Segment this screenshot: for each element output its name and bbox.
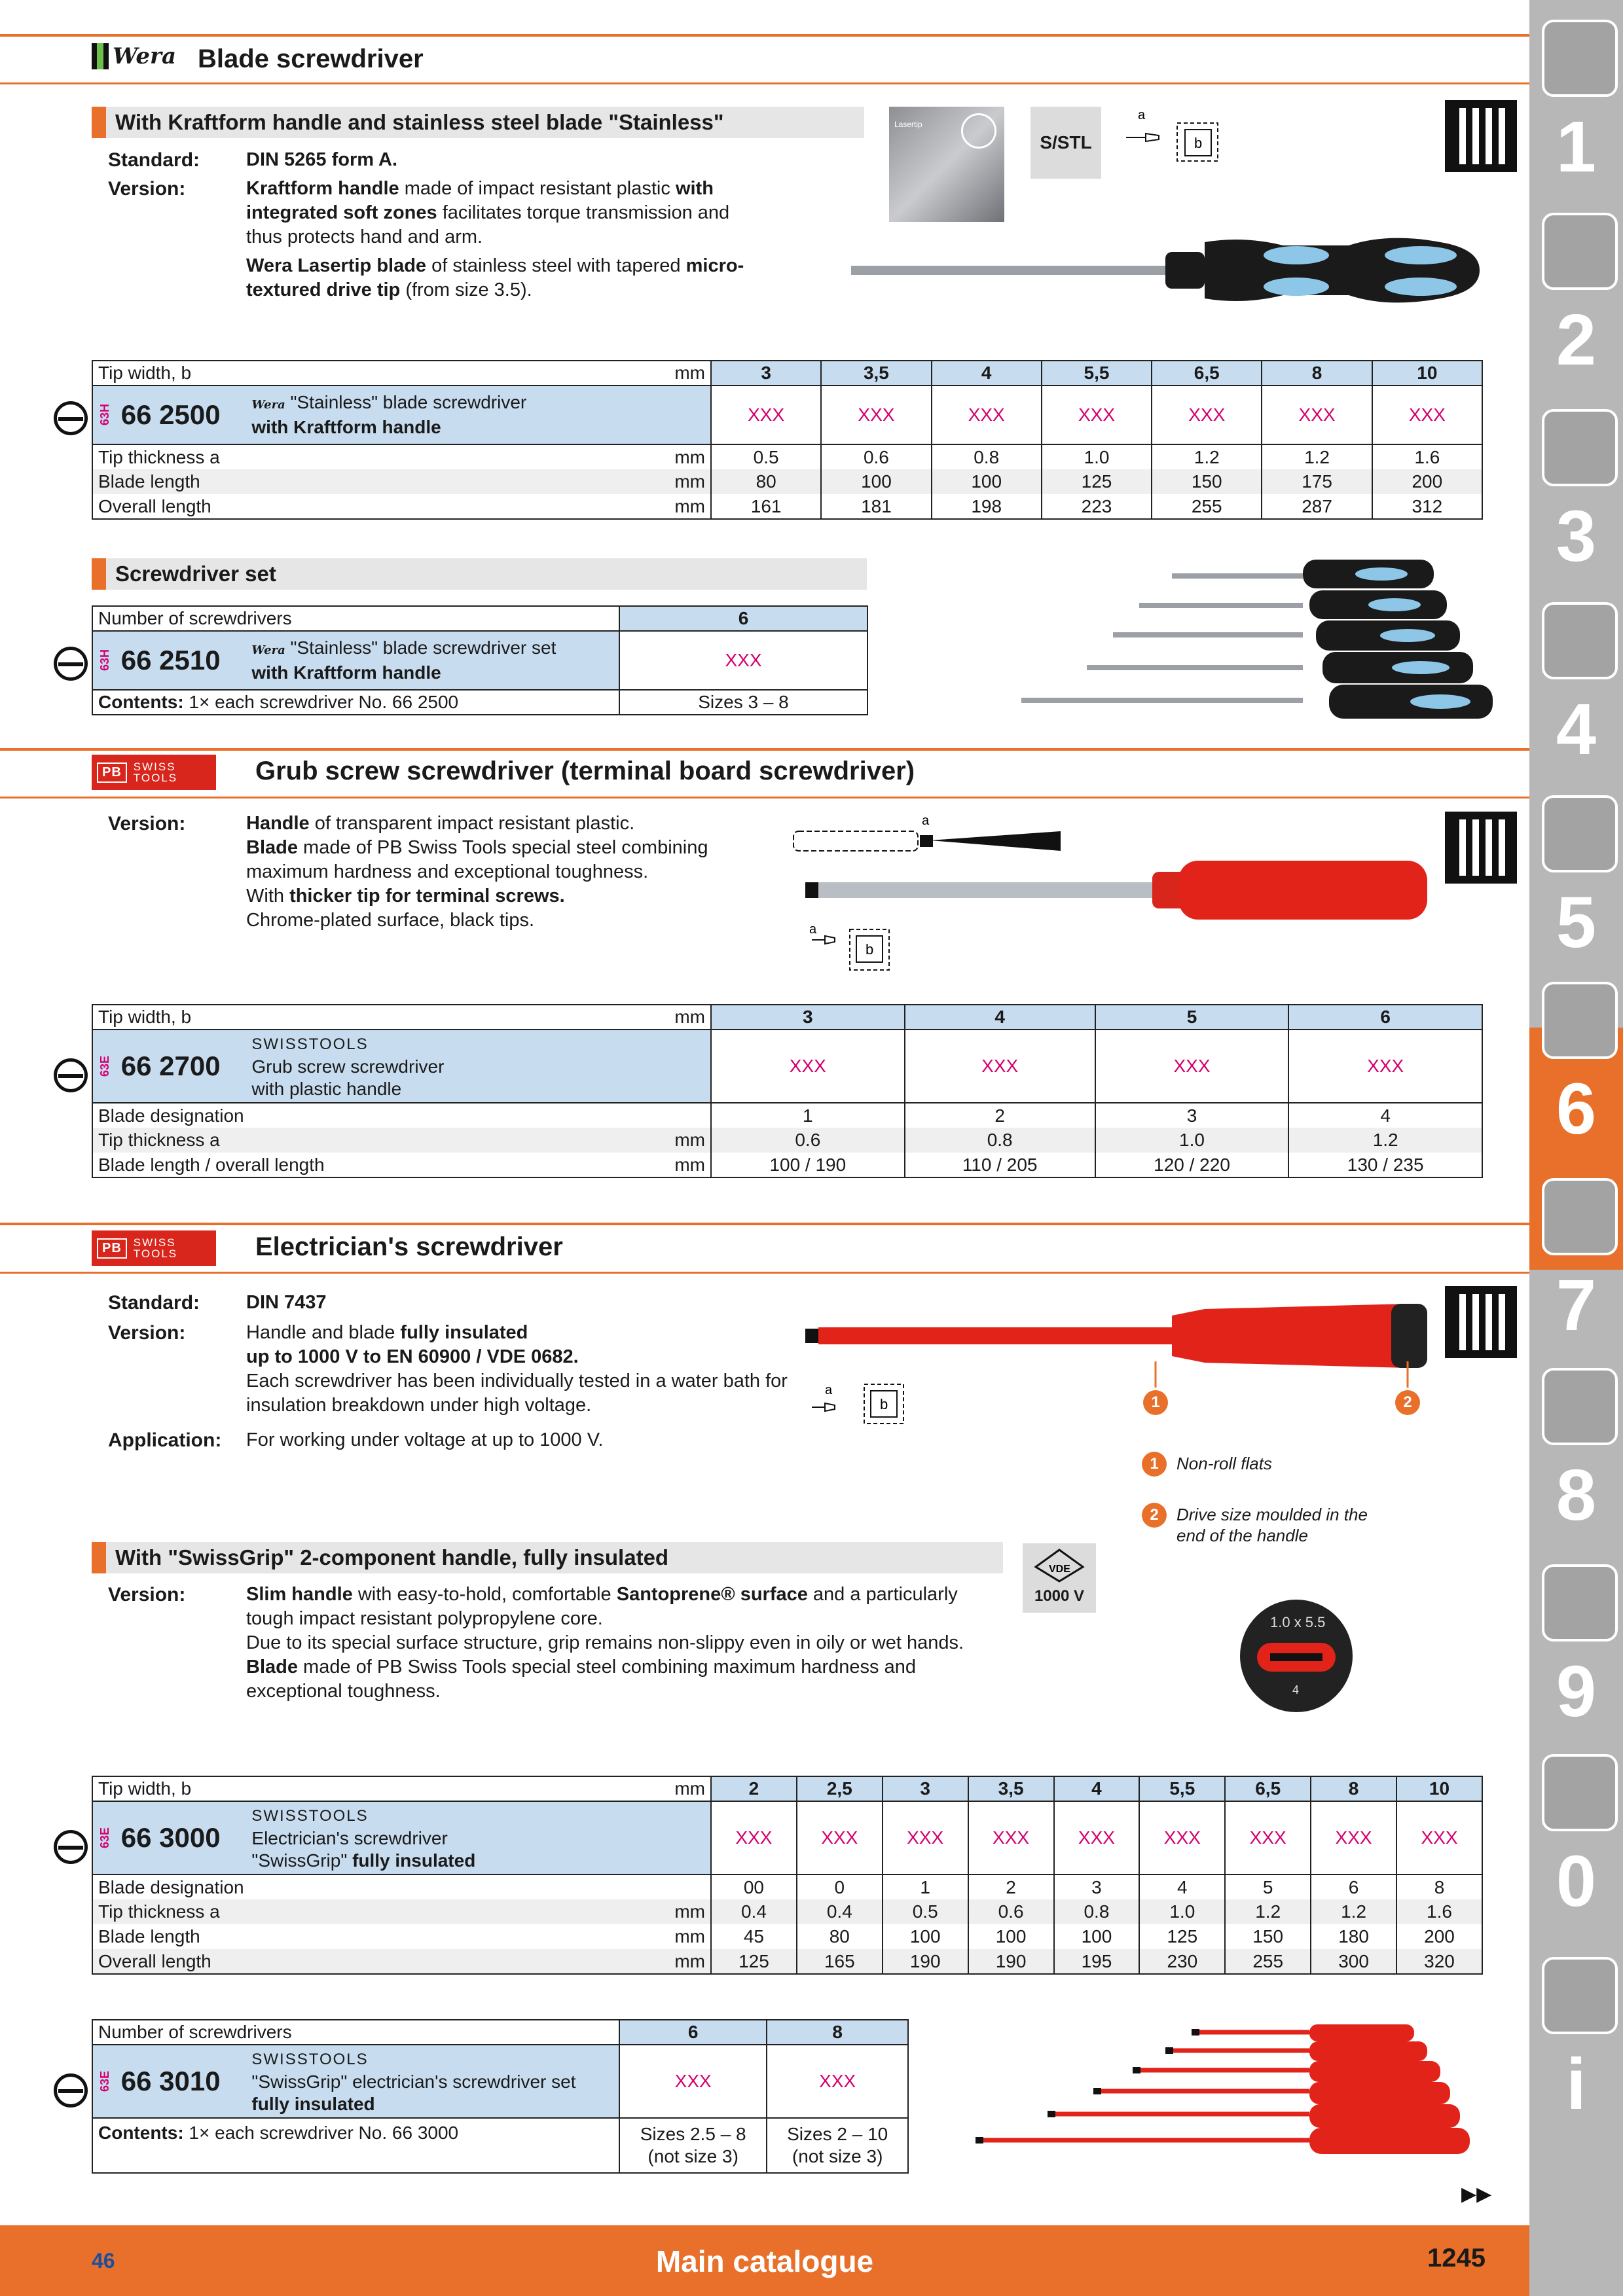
spec-value: 190 [968, 1949, 1054, 1974]
version-text: Handle and blade fully insulated up to 1000 V to EN 60900 / VDE 0682. Each screwdriver has been individually tested in a water bath for insulation breakdown under high voltage. [246, 1322, 788, 1416]
spec-value: 1.6 [1372, 444, 1482, 469]
note-1-text: Non-roll flats [1176, 1454, 1272, 1473]
spec-value: 100 [932, 469, 1042, 494]
spec-value: 165 [797, 1949, 883, 1974]
price: XXX [797, 1801, 883, 1874]
spec-value: 320 [1396, 1949, 1482, 1974]
wera-set-image [1008, 550, 1506, 733]
spec-value: 0 [797, 1874, 883, 1899]
spec-value: 0.5 [711, 444, 821, 469]
product-desc-2: fully insulated [251, 2094, 375, 2114]
product-code: 66 2500 [120, 399, 221, 430]
spec-label: Blade length / overall length [92, 1153, 619, 1177]
spec-value: 3 [1095, 1103, 1289, 1128]
price: XXX [1372, 386, 1482, 444]
price: XXX [1262, 386, 1372, 444]
spec-value: 120 / 220 [1095, 1153, 1289, 1177]
price: XXX [1042, 386, 1152, 444]
spec-unit [619, 1103, 711, 1128]
footer-bar [0, 2225, 1529, 2296]
spec-value: 0.6 [821, 444, 931, 469]
chapter-icon-5[interactable] [1542, 795, 1618, 872]
sizes-cell: Sizes 2.5 – 8 (not size 3) [619, 2118, 767, 2173]
chapter-tab-6[interactable]: 6 [1556, 1069, 1597, 1149]
spec-row [92, 1899, 1482, 1924]
standard-label: Standard: [108, 149, 200, 171]
svg-text:b: b [880, 1396, 888, 1412]
table-66-2510 [92, 605, 868, 715]
size-col: 4 [932, 361, 1042, 386]
svg-text:4: 4 [1292, 1683, 1300, 1696]
section-title-blade: Blade screwdriver [198, 45, 424, 73]
product-cell [92, 2045, 619, 2118]
chapter-tab-7[interactable]: 7 [1556, 1265, 1597, 1346]
chapter-icon-9[interactable] [1542, 1564, 1618, 1641]
chapter-tab-i[interactable]: i [1566, 2044, 1586, 2125]
spec-value: 0.8 [1054, 1899, 1140, 1924]
svg-text:1.0 x 5.5: 1.0 x 5.5 [1270, 1614, 1326, 1630]
chapter-tab-1[interactable]: 1 [1556, 107, 1597, 187]
rule [0, 1223, 1529, 1225]
size-col: 2,5 [797, 1776, 883, 1801]
spec-value: 287 [1262, 494, 1372, 519]
spec-label: Tip thickness a [92, 444, 619, 469]
spec-value: 0.8 [905, 1128, 1095, 1153]
spec-label: Tip thickness a [92, 1128, 619, 1153]
chapter-tab-4[interactable]: 4 [1556, 689, 1597, 770]
sizes-cell: Sizes 2 – 10 (not size 3) [767, 2118, 908, 2173]
standard-value: DIN 7437 [246, 1292, 327, 1313]
spec-row [92, 1103, 1482, 1128]
price: XXX [1054, 1801, 1140, 1874]
size-col: 8 [1262, 361, 1372, 386]
price: XXX [1396, 1801, 1482, 1874]
pb-swiss-tools-logo: PB SWISS TOOLS [92, 755, 216, 790]
chapter-icon-0[interactable] [1542, 1754, 1618, 1831]
product-cell [92, 386, 711, 444]
spec-value: 110 / 205 [905, 1153, 1095, 1177]
spec-value: 125 [711, 1949, 797, 1974]
spec-value: 5 [1225, 1874, 1311, 1899]
section-title-grub: Grub screw screwdriver (terminal board screwdriver) [255, 757, 915, 785]
spec-label: Tip thickness a [92, 1899, 619, 1924]
contents-cell: Contents: 1× each screwdriver No. 66 3000 [92, 2118, 619, 2173]
chapter-icon-6[interactable] [1542, 982, 1618, 1059]
sizes-cell: Sizes 3 – 8 [619, 690, 867, 715]
spec-value: 150 [1225, 1924, 1311, 1949]
standard-label: Standard: [108, 1292, 200, 1314]
table-66-2500 [92, 360, 1483, 520]
spec-value: 255 [1152, 494, 1262, 519]
product-desc-1: "Stainless" blade screwdriver set [290, 637, 556, 658]
note-2-text: Drive size moulded in the end of the handle [1176, 1505, 1368, 1545]
page-number-left: 46 [92, 2249, 115, 2272]
wera-mini-logo: Wera [251, 398, 285, 412]
price: XXX [1139, 1801, 1225, 1874]
spec-value: 3 [1054, 1874, 1140, 1899]
section-title-electrician: Electrician's screwdriver [255, 1232, 563, 1261]
rule [0, 748, 1529, 751]
price: XXX [1311, 1801, 1396, 1874]
price: XXX [619, 2045, 767, 2118]
handle-end-image [1237, 1597, 1355, 1715]
chapter-tab-0[interactable]: 0 [1556, 1841, 1597, 1922]
slot-icon [54, 647, 88, 681]
spec-value: 125 [1042, 469, 1152, 494]
spec-unit: mm [619, 1924, 711, 1949]
swissgrip-text: Slim handle with easy-to-hold, comfortable Santoprene® surface and a particularly tough impact resistant polypropylene core. Due to its special surface structure, grip remains non-slippy even in oily or wet hands. Blade made of PB Swiss Tools special steel combining maximum hardness and exceptional toughness. [246, 1584, 964, 1702]
product-desc-2: with Kraftform handle [251, 417, 441, 437]
spec-value: 1.2 [1152, 444, 1262, 469]
spec-value: 312 [1372, 494, 1482, 519]
product-desc-1: "Stainless" blade screwdriver [290, 392, 527, 412]
svg-text:a: a [825, 1383, 833, 1397]
product-code: 66 2700 [120, 1050, 221, 1081]
spec-value: 0.6 [968, 1899, 1054, 1924]
spec-value: 195 [1054, 1949, 1140, 1974]
price: XXX [1225, 1801, 1311, 1874]
spec-value: 100 [968, 1924, 1054, 1949]
spec-value: 1 [883, 1874, 968, 1899]
chapter-tab-3[interactable]: 3 [1556, 496, 1597, 577]
note-2-number: 2 [1142, 1503, 1167, 1528]
product-cell [92, 631, 619, 690]
electrician-screwdriver-image [799, 1289, 1427, 1427]
spec-row [92, 469, 1482, 494]
svg-text:a: a [1138, 108, 1146, 122]
price: XXX [968, 1801, 1054, 1874]
price: XXX [883, 1801, 968, 1874]
application-value: For working under voltage at up to 1000 V. [246, 1429, 604, 1450]
spec-value: 130 / 235 [1288, 1153, 1482, 1177]
spec-value: 6 [1311, 1874, 1396, 1899]
spec-unit: mm [619, 1153, 711, 1177]
spec-label: Blade designation [92, 1103, 619, 1128]
size-col: 8 [1311, 1776, 1396, 1801]
product-desc-2: with Kraftform handle [251, 662, 441, 683]
spec-row [92, 1949, 1482, 1974]
spec-value: 1.2 [1225, 1899, 1311, 1924]
product-cell [92, 1030, 711, 1103]
price: XXX [767, 2045, 908, 2118]
spec-row [92, 1924, 1482, 1949]
price: XXX [711, 1801, 797, 1874]
num-screwdrivers-label: Number of screwdrivers [92, 606, 619, 631]
spec-row [92, 1128, 1482, 1153]
footer-title: Main catalogue [655, 2244, 874, 2278]
num-screwdrivers: 6 [619, 2020, 767, 2045]
table-66-3000 [92, 1776, 1483, 1975]
size-col: 3,5 [821, 361, 931, 386]
product-desc-1: Electrician's screwdriver [251, 1828, 448, 1848]
price: XXX [1288, 1030, 1482, 1103]
spec-value: 198 [932, 494, 1042, 519]
spec-row [92, 1153, 1482, 1177]
product-code: 66 3000 [120, 1822, 221, 1853]
product-tag: 63E [98, 2070, 111, 2092]
chapter-tab-5[interactable]: 5 [1556, 882, 1597, 963]
product-cell: 63E 66 3000 SWISSTOOLS Electrician's screwdriver "SwissGrip" fully insulated [92, 1801, 711, 1874]
svg-text:a: a [922, 814, 930, 828]
chapter-icon-7[interactable] [1542, 1178, 1618, 1255]
num-screwdrivers: 8 [767, 2020, 908, 2045]
spec-value: 200 [1372, 469, 1482, 494]
num-screwdrivers: 6 [619, 606, 867, 631]
spec-label: Overall length [92, 494, 619, 519]
version-label: Version: [108, 1322, 186, 1344]
spec-value: 1.2 [1288, 1128, 1482, 1153]
application-label: Application: [108, 1429, 222, 1451]
spec-unit [619, 1874, 711, 1899]
chapter-icon-3[interactable] [1542, 409, 1618, 486]
product-desc-2: "SwissGrip" [251, 1850, 353, 1871]
next-page-arrows[interactable]: ▶▶ [1461, 2183, 1492, 2205]
spec-value: 181 [821, 494, 931, 519]
price: XXX [1095, 1030, 1289, 1103]
spec-value: 0.4 [711, 1899, 797, 1924]
spec-unit: mm [619, 1128, 711, 1153]
rule [0, 82, 1529, 84]
grub-screwdriver-image [786, 812, 1440, 995]
version-text: Handle of transparent impact resistant plastic. Blade made of PB Swiss Tools special steel combining maximum hardness and exceptional toughness. With thicker tip for terminal screws. Chrome-plated surface, black tips. [246, 813, 708, 931]
size-col: 6,5 [1152, 361, 1262, 386]
size-col: 6,5 [1225, 1776, 1311, 1801]
product-tag: 63E [98, 1055, 111, 1077]
electrician-set-image [976, 2019, 1473, 2166]
vde-1000v-badge: VDE 1000 V [1023, 1543, 1096, 1613]
product-tag: 63E [98, 1827, 111, 1849]
spec-label: Blade length [92, 469, 619, 494]
spec-row [92, 1874, 1482, 1899]
spec-value: 2 [968, 1874, 1054, 1899]
product-desc-2: with plastic handle [251, 1079, 402, 1099]
spec-value: 8 [1396, 1874, 1482, 1899]
spec-value: 1.2 [1262, 444, 1372, 469]
spec-value: 45 [711, 1924, 797, 1949]
unit: mm [619, 1005, 711, 1030]
spec-value: 200 [1396, 1924, 1482, 1949]
spec-unit: mm [619, 1899, 711, 1924]
size-col: 3 [883, 1776, 968, 1801]
spec-value: 2 [905, 1103, 1095, 1128]
spec-value: 1.0 [1095, 1128, 1289, 1153]
size-col: 4 [1054, 1776, 1140, 1801]
price: XXX [932, 386, 1042, 444]
chapter-icon-8[interactable] [1542, 1368, 1618, 1445]
tip-width-label: Tip width, b [92, 1005, 619, 1030]
spec-unit: mm [619, 494, 711, 519]
pb-brandline: SWISSTOOLS [251, 1035, 369, 1053]
price: XXX [619, 631, 867, 690]
spec-value: 223 [1042, 494, 1152, 519]
callout-2: 2 [1395, 1390, 1420, 1415]
spec-value: 175 [1262, 469, 1372, 494]
rule [0, 797, 1529, 798]
spec-value: 80 [797, 1924, 883, 1949]
svg-text:b: b [1194, 135, 1203, 151]
product-desc-1: Grub screw screwdriver [251, 1056, 445, 1077]
size-col: 5,5 [1139, 1776, 1225, 1801]
spec-value: 1.0 [1042, 444, 1152, 469]
unit: mm [619, 361, 711, 386]
price: XXX [821, 386, 931, 444]
qr-code-2[interactable] [1445, 812, 1517, 884]
size-col: 3 [711, 1005, 905, 1030]
spec-value: 0.8 [932, 444, 1042, 469]
chapter-icon-i[interactable] [1542, 1957, 1618, 2034]
spec-value: 80 [711, 469, 821, 494]
wera-screwdriver-image [851, 216, 1506, 334]
spec-value: 4 [1288, 1103, 1482, 1128]
product-code: 66 2510 [120, 645, 221, 675]
tip-dimension-diagram [1120, 105, 1231, 170]
spec-value: 00 [711, 1874, 797, 1899]
spec-unit: mm [619, 469, 711, 494]
spec-value: 4 [1139, 1874, 1225, 1899]
spec-value: 1.6 [1396, 1899, 1482, 1924]
product-tag: 63H [98, 404, 111, 426]
size-col: 6 [1288, 1005, 1482, 1030]
version-label: Version: [108, 178, 186, 200]
size-col: 10 [1396, 1776, 1482, 1801]
pb-brandline: SWISSTOOLS [251, 1807, 369, 1825]
top-rule [0, 34, 1529, 37]
spec-value: 100 [883, 1924, 968, 1949]
spec-value: 100 [1054, 1924, 1140, 1949]
chapter-icon-1[interactable] [1542, 20, 1618, 97]
spec-value: 255 [1225, 1949, 1311, 1974]
chapter-icon-2[interactable] [1542, 213, 1618, 290]
version-paragraph-2: Wera Lasertip blade of stainless steel with tapered micro-textured drive tip (from size 3.5). [246, 255, 744, 300]
subtitle-screwdriver-set: Screwdriver set [92, 558, 867, 590]
spec-row [92, 494, 1482, 519]
spec-label: Blade length [92, 1924, 619, 1949]
spec-label: Overall length [92, 1949, 619, 1974]
svg-text:b: b [866, 941, 874, 958]
table-66-3010 [92, 2019, 909, 2174]
table-66-2700 [92, 1004, 1483, 1178]
product-desc-1: "SwissGrip" electrician's screwdriver set [251, 2072, 576, 2092]
slot-icon [54, 1058, 88, 1092]
spec-value: 0.4 [797, 1899, 883, 1924]
size-col: 5 [1095, 1005, 1289, 1030]
unit: mm [619, 1776, 711, 1801]
size-col: 2 [711, 1776, 797, 1801]
num-screwdrivers-label: Number of screwdrivers [92, 2020, 619, 2045]
slot-icon [54, 1830, 88, 1864]
spec-unit: mm [619, 1949, 711, 1974]
version-label: Version: [108, 813, 186, 834]
spec-value: 1.2 [1311, 1899, 1396, 1924]
spec-value: 190 [883, 1949, 968, 1974]
qr-code-1[interactable] [1445, 100, 1517, 172]
callout-1: 1 [1143, 1390, 1168, 1415]
spec-value: 1.0 [1139, 1899, 1225, 1924]
sstl-badge: S/STL [1030, 107, 1101, 179]
spec-value: 125 [1139, 1924, 1225, 1949]
note-1-number: 1 [1142, 1452, 1167, 1477]
lasertip-image [889, 107, 1004, 222]
chapter-tab-2[interactable]: 2 [1556, 300, 1597, 380]
spec-row [92, 444, 1482, 469]
svg-text:VDE: VDE [1049, 1564, 1070, 1575]
price: XXX [1152, 386, 1262, 444]
spec-value: 150 [1152, 469, 1262, 494]
version-paragraph-1: Kraftform handle made of impact resistant plastic with integrated soft zones facilitates torque transmission and thus protects hand and arm. [246, 178, 730, 247]
spec-value: 100 [821, 469, 931, 494]
spec-value: 161 [711, 494, 821, 519]
contents-cell: Contents: 1× each screwdriver No. 66 2500 [92, 690, 619, 715]
size-col: 5,5 [1042, 361, 1152, 386]
tip-width-label: Tip width, b [92, 1776, 619, 1801]
slot-icon [54, 2073, 88, 2108]
price: XXX [905, 1030, 1095, 1103]
product-code: 66 3010 [120, 2066, 221, 2096]
subtitle-stainless: With Kraftform handle and stainless steel blade "Stainless" [92, 107, 864, 138]
spec-value: 180 [1311, 1924, 1396, 1949]
wera-logo: Wera [92, 43, 176, 75]
lasertip-label: Lasertip [894, 120, 922, 129]
spec-value: 100 / 190 [711, 1153, 905, 1177]
standard-value: DIN 5265 form A. [246, 149, 397, 170]
spec-value: 300 [1311, 1949, 1396, 1974]
spec-value: 1 [711, 1103, 905, 1128]
size-col: 10 [1372, 361, 1482, 386]
qr-code-3[interactable] [1445, 1286, 1517, 1358]
product-tag: 63H [98, 649, 111, 672]
page-number-right: 1245 [1427, 2244, 1486, 2272]
size-col: 4 [905, 1005, 1095, 1030]
size-col: 3 [711, 361, 821, 386]
svg-text:a: a [809, 922, 817, 937]
size-col: 3,5 [968, 1776, 1054, 1801]
slot-icon [54, 401, 88, 435]
spec-value: 0.6 [711, 1128, 905, 1153]
wera-mini-logo: Wera [251, 643, 285, 657]
spec-label: Blade designation [92, 1874, 619, 1899]
rule [0, 1272, 1529, 1274]
spec-unit: mm [619, 444, 711, 469]
pb-brandline: SWISSTOOLS [251, 2051, 369, 2068]
pb-swiss-tools-logo: PB SWISS TOOLS [92, 1230, 216, 1266]
price: XXX [711, 386, 821, 444]
price: XXX [711, 1030, 905, 1103]
version-label: Version: [108, 1584, 186, 1605]
subtitle-swissgrip: With "SwissGrip" 2-component handle, fully insulated [92, 1542, 1003, 1573]
spec-value: 230 [1139, 1949, 1225, 1974]
chapter-tab-8[interactable]: 8 [1556, 1455, 1597, 1535]
tip-width-label: Tip width, b [92, 361, 619, 386]
spec-value: 0.5 [883, 1899, 968, 1924]
chapter-tab-9[interactable]: 9 [1556, 1651, 1597, 1732]
chapter-icon-4[interactable] [1542, 602, 1618, 679]
